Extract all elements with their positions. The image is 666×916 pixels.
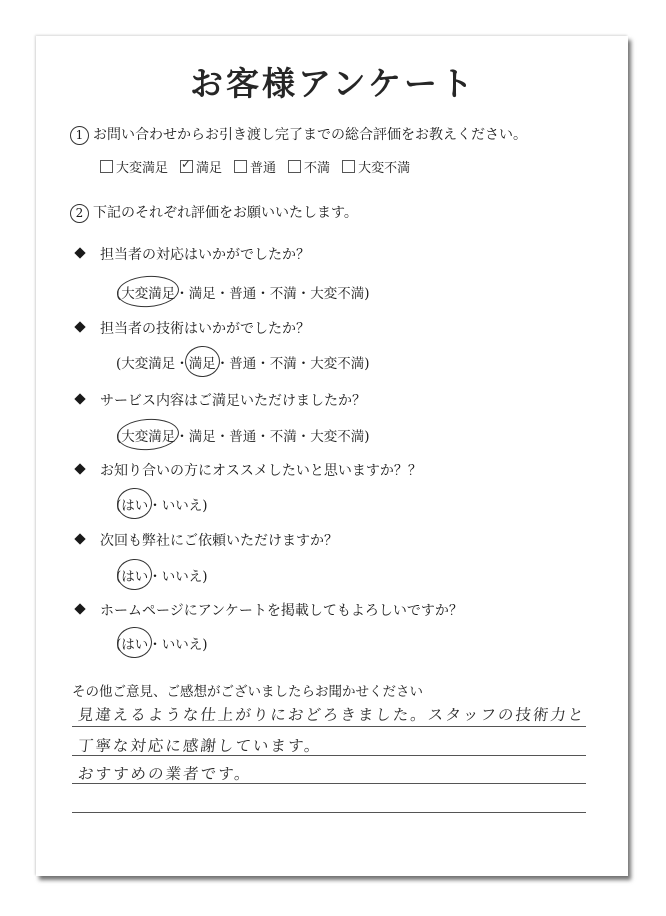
checkbox[interactable] bbox=[288, 160, 301, 173]
option[interactable]: 満足 bbox=[188, 429, 216, 445]
question-2 bbox=[70, 202, 358, 223]
option[interactable]: 大変不満 bbox=[310, 356, 365, 372]
option-circled[interactable]: はい bbox=[121, 494, 148, 514]
ruled-line bbox=[72, 812, 586, 813]
option-dissatisfied[interactable] bbox=[288, 157, 330, 176]
option[interactable]: 大変不満 bbox=[310, 429, 365, 445]
question-number: 1 bbox=[70, 126, 89, 145]
comment-line[interactable]: 見違えるような仕上がりにおどろきました。スタッフの技術力と bbox=[76, 706, 587, 724]
survey-item bbox=[76, 460, 422, 480]
survey-item bbox=[76, 390, 366, 410]
question-1-options bbox=[100, 157, 410, 176]
survey-item bbox=[76, 600, 463, 620]
ruled-line bbox=[72, 726, 586, 727]
item-options: (はい・いいえ) bbox=[116, 633, 208, 653]
diamond-bullet-icon bbox=[74, 321, 85, 332]
item-options: (大変満足・満足・普通・不満・大変不満) bbox=[116, 282, 370, 302]
diamond-bullet-icon bbox=[74, 533, 85, 544]
item-options: (大変満足・満足・普通・不満・大変不満) bbox=[116, 425, 370, 445]
diamond-bullet-icon bbox=[74, 247, 85, 258]
item-question: 担当者の対応はいかがでしたか？ bbox=[100, 247, 310, 263]
option-label: 不満 bbox=[304, 161, 331, 176]
comment-line[interactable]: おすすめの業者です。 bbox=[76, 765, 253, 783]
option-very-satisfied[interactable] bbox=[100, 157, 168, 176]
survey-item bbox=[76, 318, 310, 338]
option[interactable]: 満足 bbox=[188, 286, 216, 302]
checkbox[interactable] bbox=[342, 160, 355, 173]
item-options: (はい・いいえ) bbox=[116, 565, 208, 585]
option[interactable]: 普通 bbox=[229, 356, 257, 372]
page-title: お客様アンケート bbox=[189, 64, 477, 103]
option[interactable]: いいえ bbox=[161, 498, 203, 514]
item-options: (はい・いいえ) bbox=[116, 494, 208, 514]
item-question: 次回も弊社にご依頼いただけますか？ bbox=[100, 533, 338, 549]
option-circled[interactable]: 満足 bbox=[189, 352, 216, 372]
option[interactable]: 普通 bbox=[229, 429, 257, 445]
item-question: お知り合いの方にオススメしたいと思いますか？？ bbox=[100, 463, 422, 479]
option-normal[interactable] bbox=[234, 157, 276, 176]
option-circled[interactable]: 大変満足 bbox=[121, 282, 175, 302]
option-label: 満足 bbox=[196, 161, 223, 176]
survey-item bbox=[76, 244, 310, 264]
option-circled[interactable]: はい bbox=[121, 565, 148, 585]
item-options: (大変満足・満足・普通・不満・大変不満) bbox=[116, 352, 370, 372]
diamond-bullet-icon bbox=[74, 463, 85, 474]
diamond-bullet-icon bbox=[74, 603, 85, 614]
item-question: 担当者の技術はいかがでしたか？ bbox=[100, 321, 310, 337]
checkbox-checked[interactable] bbox=[180, 160, 193, 173]
option-label: 大変満足 bbox=[116, 161, 169, 176]
survey-item bbox=[76, 530, 338, 550]
option-very-dissatisfied[interactable] bbox=[342, 157, 410, 176]
option-satisfied[interactable] bbox=[180, 157, 222, 176]
option[interactable]: 不満 bbox=[269, 429, 297, 445]
option-circled[interactable]: はい bbox=[121, 633, 148, 653]
option[interactable]: 大変不満 bbox=[310, 286, 365, 302]
item-question: サービス内容はご満足いただけましたか？ bbox=[100, 393, 366, 409]
option[interactable]: 不満 bbox=[269, 356, 297, 372]
ruled-line bbox=[72, 755, 586, 756]
option-circled[interactable]: 大変満足 bbox=[121, 425, 175, 445]
question-1 bbox=[70, 124, 527, 145]
option[interactable]: 大変満足 bbox=[121, 356, 176, 372]
option-label: 普通 bbox=[250, 161, 277, 176]
checkbox[interactable] bbox=[100, 160, 113, 173]
question-2-text: 下記のそれぞれ評価をお願いいたします。 bbox=[93, 205, 358, 221]
checkbox[interactable] bbox=[234, 160, 247, 173]
diamond-bullet-icon bbox=[74, 393, 85, 404]
question-1-text: お問い合わせからお引き渡し完了までの総合評価をお教えください。 bbox=[93, 127, 527, 143]
option[interactable]: いいえ bbox=[161, 569, 203, 585]
question-number: 2 bbox=[70, 204, 89, 223]
comments-label: その他ご意見、ご感想がございましたらお聞かせください bbox=[72, 684, 423, 700]
option[interactable]: 普通 bbox=[229, 286, 257, 302]
option[interactable]: いいえ bbox=[161, 637, 203, 653]
option-label: 大変不満 bbox=[358, 161, 411, 176]
option[interactable]: 不満 bbox=[269, 286, 297, 302]
comment-line[interactable]: 丁寧な対応に感謝しています。 bbox=[76, 737, 323, 755]
ruled-line bbox=[72, 783, 586, 784]
item-question: ホームページにアンケートを掲載してもよろしいですか？ bbox=[100, 603, 463, 619]
